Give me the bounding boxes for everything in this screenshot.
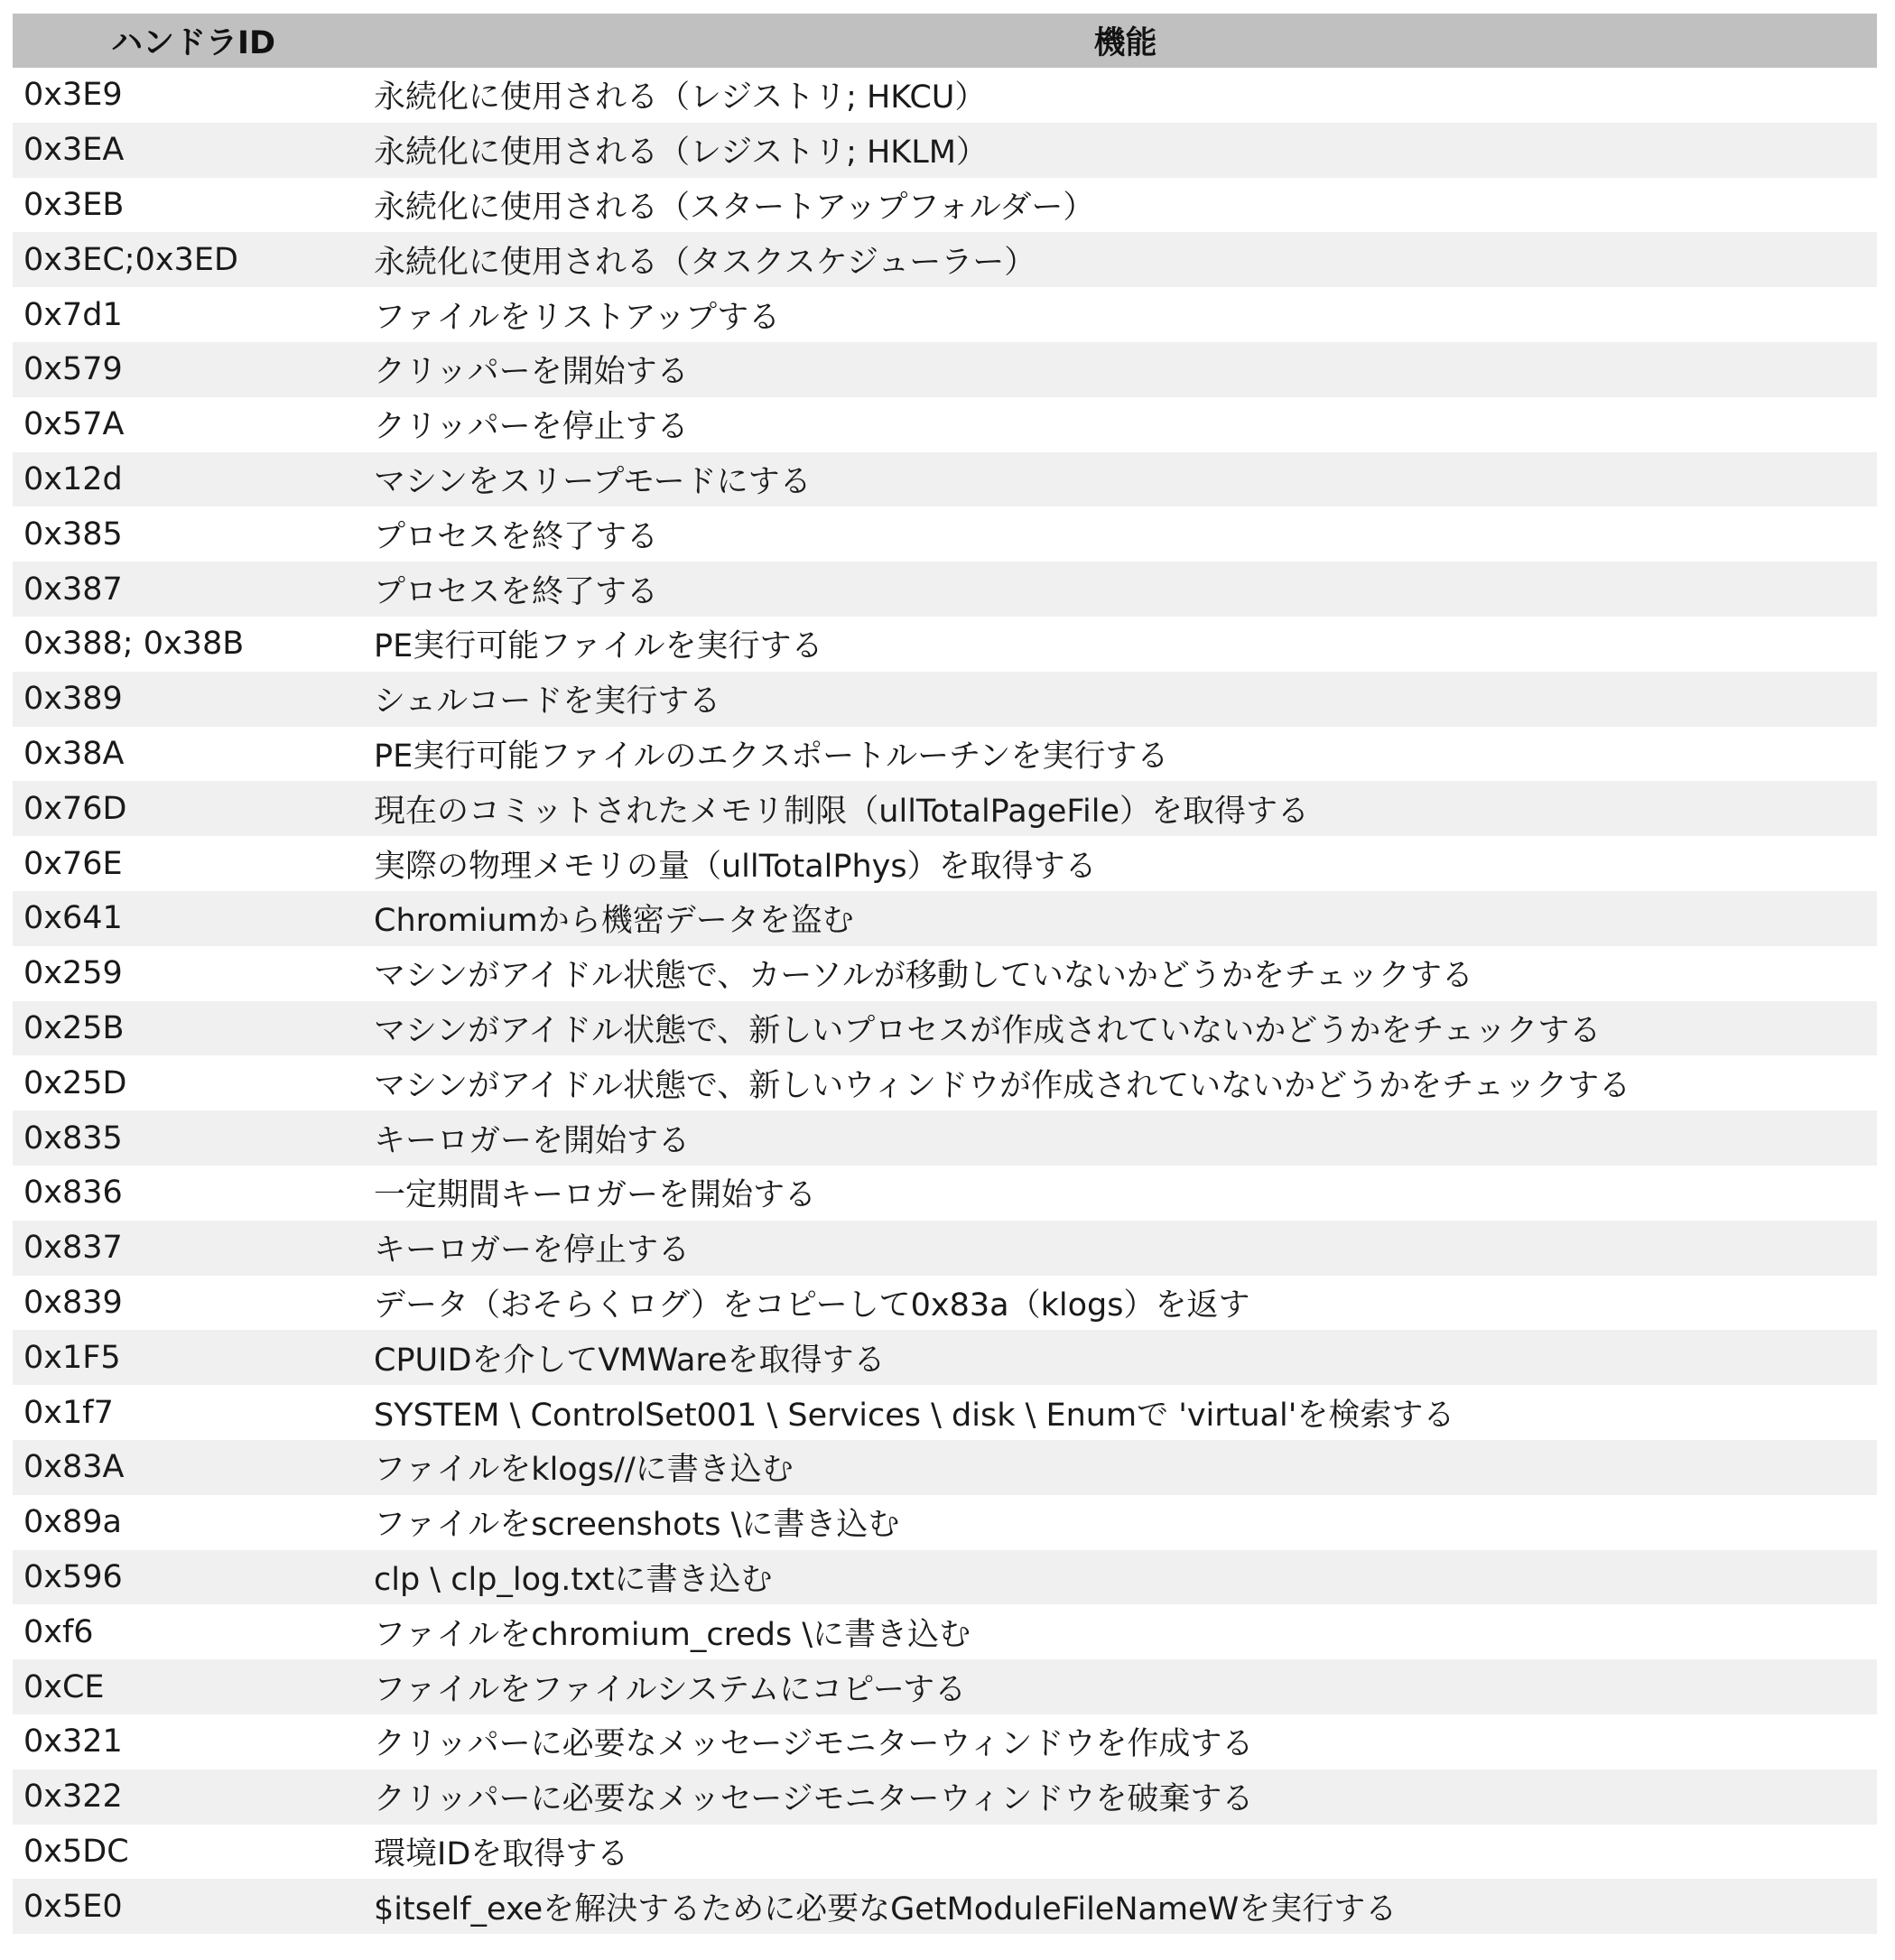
function-cell: 永続化に使用される（スタートアップフォルダー） bbox=[374, 189, 1095, 226]
handler-id-cell: 0x12d bbox=[23, 460, 123, 497]
handler-id-cell: 0x641 bbox=[23, 900, 123, 937]
table-row bbox=[13, 1110, 1877, 1166]
function-cell: シェルコードを実行する bbox=[374, 683, 721, 720]
handler-id-cell: 0x839 bbox=[23, 1284, 123, 1321]
handler-id-cell: 0x3EB bbox=[23, 186, 125, 223]
function-cell: 実際の物理メモリの量（ullTotalPhys）を取得する bbox=[374, 848, 1097, 885]
table-row bbox=[13, 1221, 1877, 1276]
handler-id-cell: 0x385 bbox=[23, 516, 123, 553]
table-row bbox=[13, 1001, 1877, 1056]
handler-id-cell: 0x25B bbox=[23, 1009, 125, 1046]
function-cell: Chromiumから機密データを盗む bbox=[374, 903, 854, 940]
function-cell: プロセスを終了する bbox=[374, 573, 659, 610]
table-row bbox=[13, 1330, 1877, 1385]
function-cell: CPUIDを介してVMWareを取得する bbox=[374, 1342, 886, 1379]
table-row bbox=[13, 946, 1877, 1001]
table-row bbox=[13, 232, 1877, 287]
table-row bbox=[13, 562, 1877, 617]
handler-id-cell: 0x89a bbox=[23, 1504, 122, 1541]
function-cell: PE実行可能ファイルのエクスポートルーチンを実行する bbox=[374, 738, 1169, 775]
table-row bbox=[13, 836, 1877, 891]
function-cell: クリッパーに必要なメッセージモニターウィンドウを作成する bbox=[374, 1726, 1254, 1763]
table-row bbox=[13, 1055, 1877, 1110]
table-row bbox=[13, 1440, 1877, 1495]
handler-id-cell: 0x57A bbox=[23, 406, 125, 443]
handler-id-cell: 0x1F5 bbox=[23, 1339, 121, 1376]
function-cell: クリッパーを停止する bbox=[374, 409, 689, 446]
function-cell: PE実行可能ファイルを実行する bbox=[374, 628, 823, 665]
handler-id-cell: 0x389 bbox=[23, 681, 123, 718]
handler-id-cell: 0x835 bbox=[23, 1119, 123, 1156]
table-row bbox=[13, 1770, 1877, 1825]
function-cell: ファイルをファイルシステムにコピーする bbox=[374, 1671, 967, 1708]
table-row bbox=[13, 506, 1877, 562]
handler-id-cell: 0x259 bbox=[23, 955, 123, 992]
table-row bbox=[13, 1495, 1877, 1550]
function-cell: clp \ clp_log.txtに書き込む bbox=[374, 1561, 773, 1598]
function-cell: クリッパーを開始する bbox=[374, 354, 689, 391]
function-cell: ファイルをリストアップする bbox=[374, 299, 781, 336]
function-cell: SYSTEM \ ControlSet001 \ Services \ disk \ Enumで 'virtual'を検索する bbox=[374, 1397, 1455, 1434]
function-cell: ファイルをchromium_creds \に書き込む bbox=[374, 1616, 971, 1653]
handler-id-cell: 0x596 bbox=[23, 1558, 123, 1595]
table-row bbox=[13, 1879, 1877, 1934]
function-cell: 永続化に使用される（レジストリ; HKLM） bbox=[374, 135, 988, 172]
handler-id-cell: 0x3E9 bbox=[23, 77, 123, 114]
handler-id-cell: 0xf6 bbox=[23, 1613, 94, 1650]
header-handler-id: ハンドラID bbox=[110, 25, 276, 61]
handler-id-cell: 0x5E0 bbox=[23, 1888, 123, 1925]
table-row bbox=[13, 452, 1877, 507]
handler-id-cell: 0x7d1 bbox=[23, 296, 123, 333]
handler-id-cell: 0x387 bbox=[23, 571, 123, 608]
handler-id-cell: 0x322 bbox=[23, 1779, 123, 1816]
table-row bbox=[13, 342, 1877, 397]
function-cell: クリッパーに必要なメッセージモニターウィンドウを破棄する bbox=[374, 1781, 1254, 1818]
function-cell: 現在のコミットされたメモリ制限（ullTotalPageFile）を取得する bbox=[374, 793, 1309, 830]
handler-id-cell: 0x3EA bbox=[23, 132, 125, 169]
table-row bbox=[13, 1825, 1877, 1880]
function-cell: キーロガーを停止する bbox=[374, 1232, 691, 1269]
table-row bbox=[13, 1550, 1877, 1605]
table-row bbox=[13, 1166, 1877, 1221]
handler-id-cell: 0x76E bbox=[23, 845, 123, 882]
handler-id-cell: 0x83A bbox=[23, 1449, 125, 1486]
handler-id-cell: 0x321 bbox=[23, 1723, 123, 1760]
function-cell: プロセスを終了する bbox=[374, 518, 659, 555]
table-row bbox=[13, 781, 1877, 836]
function-cell: ファイルをklogs//に書き込む bbox=[374, 1452, 794, 1489]
function-cell: 環境IDを取得する bbox=[374, 1835, 629, 1872]
handler-id-cell: 0x76D bbox=[23, 790, 127, 827]
function-cell: $itself_exeを解決するために必要なGetModuleFileNameWを実行する bbox=[374, 1890, 1398, 1927]
table-row bbox=[13, 397, 1877, 452]
handler-id-cell: 0x25D bbox=[23, 1064, 127, 1101]
table-row bbox=[13, 727, 1877, 782]
handler-id-cell: 0x3EC;0x3ED bbox=[23, 241, 238, 278]
function-cell: キーロガーを開始する bbox=[374, 1122, 691, 1159]
function-cell: 永続化に使用される（タスクスケジューラー） bbox=[374, 244, 1036, 281]
table-row bbox=[13, 1276, 1877, 1331]
function-cell: マシンをスリープモードにする bbox=[374, 463, 812, 500]
table-row bbox=[13, 891, 1877, 946]
handler-id-cell: 0x836 bbox=[23, 1175, 123, 1212]
handler-id-cell: 0xCE bbox=[23, 1668, 105, 1705]
table-row bbox=[13, 617, 1877, 672]
function-cell: データ（おそらくログ）をコピーして0x83a（klogs）を返す bbox=[374, 1287, 1250, 1324]
function-cell: ファイルをscreenshots \に書き込む bbox=[374, 1507, 900, 1544]
function-cell: マシンがアイドル状態で、カーソルが移動していないかどうかをチェックする bbox=[374, 958, 1473, 995]
table-row bbox=[13, 672, 1877, 727]
table-row bbox=[13, 1385, 1877, 1440]
table-row bbox=[13, 1714, 1877, 1770]
table-row bbox=[13, 123, 1877, 178]
function-cell: マシンがアイドル状態で、新しいプロセスが作成されていないかどうかをチェックする bbox=[374, 1012, 1602, 1049]
table-row bbox=[13, 68, 1877, 123]
handler-id-cell: 0x1f7 bbox=[23, 1394, 114, 1431]
header-function: 機能 bbox=[1093, 25, 1157, 61]
function-cell: 一定期間キーロガーを開始する bbox=[374, 1177, 817, 1214]
table-row bbox=[13, 287, 1877, 342]
table-header bbox=[13, 14, 1877, 68]
function-cell: 永続化に使用される（レジストリ; HKCU） bbox=[374, 79, 987, 116]
handler-table bbox=[13, 14, 1877, 1934]
table-row bbox=[13, 178, 1877, 233]
table-body bbox=[13, 68, 1877, 1934]
handler-id-cell: 0x837 bbox=[23, 1230, 123, 1267]
handler-id-cell: 0x579 bbox=[23, 351, 123, 388]
table-row bbox=[13, 1604, 1877, 1659]
handler-id-cell: 0x388; 0x38B bbox=[23, 626, 245, 663]
table-row bbox=[13, 1659, 1877, 1714]
function-cell: マシンがアイドル状態で、新しいウィンドウが作成されていないかどうかをチェックする bbox=[374, 1067, 1631, 1104]
handler-id-cell: 0x5DC bbox=[23, 1833, 129, 1870]
handler-id-cell: 0x38A bbox=[23, 735, 125, 772]
